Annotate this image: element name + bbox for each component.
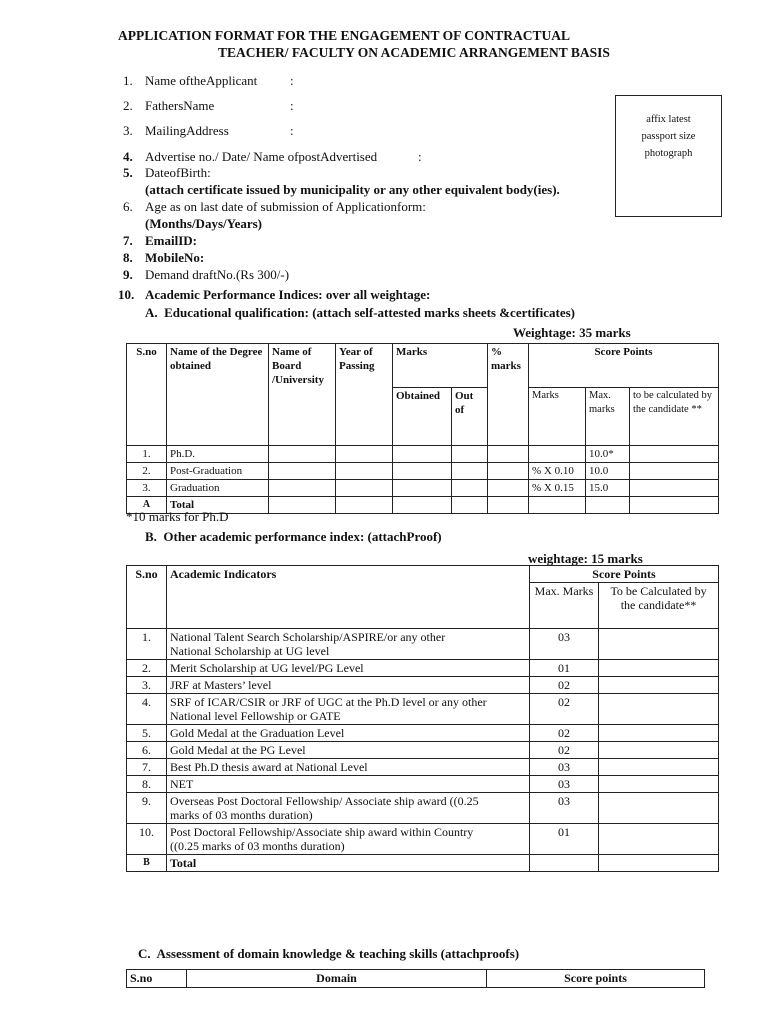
row-sno: 1. <box>127 446 167 463</box>
section-b-heading-text: Other academic performance index: (attachProof) <box>163 529 442 544</box>
table-row <box>127 446 719 463</box>
section-c-prefix: C. <box>138 946 151 961</box>
row-indicator: Best Ph.D thesis award at National Level <box>167 759 530 776</box>
row-indicator: NET <box>167 776 530 793</box>
col-header-score: Score Points <box>530 566 719 583</box>
col-header-board: Name of Board /University <box>269 344 336 446</box>
table-row <box>127 629 719 660</box>
section-a-weightage: Weightage: 35 marks <box>513 325 631 340</box>
field-demand-draft-label: Demand draftNo.(Rs 300/-) <box>145 267 290 282</box>
section-b-weightage: weightage: 15 marks <box>528 551 643 566</box>
field-4-number: 4. <box>123 149 133 164</box>
field-applicant-name-label: Name oftheApplicant <box>145 73 258 88</box>
col-header-year: Year of Passing <box>336 344 393 446</box>
col-header-calc: To be Calculated by the candidate** <box>599 583 719 629</box>
table-row <box>127 759 719 776</box>
field-advertise-label: Advertise no./ Date/ Name ofpostAdvertised <box>145 149 378 164</box>
row-sp-marks: % X 0.10 <box>529 463 586 480</box>
photo-box-text-3: photograph <box>644 148 693 159</box>
field-email-label: EmailID: <box>145 233 197 248</box>
row-indicator: JRF at Masters’ level <box>167 677 530 694</box>
col-header-percent: % marks <box>488 344 529 446</box>
domain-assessment-table <box>126 969 705 988</box>
table-row <box>127 480 719 497</box>
table-row <box>127 694 719 725</box>
row-indicator: Merit Scholarship at UG level/PG Level <box>167 660 530 677</box>
row-indicator: Gold Medal at the Graduation Level <box>167 725 530 742</box>
table-row <box>127 742 719 759</box>
table-row <box>127 725 719 742</box>
field-6-number: 6. <box>123 199 133 214</box>
section-b-prefix: B. <box>145 529 157 544</box>
field-dob-label: DateofBirth: <box>145 165 211 180</box>
table-row <box>127 660 719 677</box>
row-sno: 4. <box>127 694 167 725</box>
row-max: 10.0 <box>586 463 630 480</box>
section-a-heading-rest: : (attach self-attested marks sheets &certificates) <box>304 305 576 320</box>
row-max: 15.0 <box>586 480 630 497</box>
field-applicant-name-colon: : <box>290 73 294 88</box>
field-2-number: 2. <box>123 98 133 113</box>
field-7-number: 7. <box>123 233 133 248</box>
field-5-number: 5. <box>123 165 133 180</box>
row-indicator: National Talent Search Scholarship/ASPIRE/or any other National Scholarship at UG level <box>167 629 530 660</box>
row-sno: 7. <box>127 759 167 776</box>
field-advertise-colon: : <box>418 149 422 164</box>
field-mobile-label: MobileNo: <box>145 250 205 265</box>
col-header-outof: Out of <box>452 388 488 446</box>
col-header-domain: Domain <box>187 970 487 988</box>
row-max: 03 <box>530 759 599 776</box>
table-row <box>127 776 719 793</box>
row-degree: Graduation <box>167 480 269 497</box>
row-sno: 1. <box>127 629 167 660</box>
col-header-max: Max. Marks <box>530 583 599 629</box>
row-max: 01 <box>530 824 599 855</box>
col-header-indicators: Academic Indicators <box>167 566 530 629</box>
row-sno: 5. <box>127 725 167 742</box>
educational-qualification-table <box>126 343 719 514</box>
total-label: Total <box>167 855 530 872</box>
col-header-marks: Marks <box>393 344 488 388</box>
row-max: 03 <box>530 793 599 824</box>
section-a-footnote: *10 marks for Ph.D <box>126 509 229 524</box>
field-3-number: 3. <box>123 123 133 138</box>
field-mailing-address-label: MailingAddress <box>145 123 229 138</box>
field-8-number: 8. <box>123 250 133 265</box>
field-age-label: Age as on last date of submission of Applicationform: <box>145 199 426 214</box>
field-age-note: (Months/Days/Years) <box>145 216 262 231</box>
row-max: 02 <box>530 725 599 742</box>
row-sp-marks <box>529 446 586 463</box>
field-1-number: 1. <box>123 73 133 88</box>
row-indicator: Post Doctoral Fellowship/Associate ship award within Country ((0.25 marks of 03 months duration) <box>167 824 530 855</box>
col-header-sp-max: Max. marks <box>586 388 630 446</box>
row-sno: 3. <box>127 480 167 497</box>
field-fathers-name-label: FathersName <box>145 98 215 113</box>
field-9-number: 9. <box>123 267 133 282</box>
table-row <box>127 824 719 855</box>
section-b-heading <box>145 529 442 545</box>
total-label: Total <box>167 497 269 514</box>
row-degree: Ph.D. <box>167 446 269 463</box>
section-a-heading-bold: Educational qualification <box>164 305 305 320</box>
passport-photo-box <box>615 95 722 217</box>
col-header-sno: S.no <box>127 566 167 629</box>
table-row <box>127 793 719 824</box>
row-max: 01 <box>530 660 599 677</box>
table-row-total <box>127 855 719 872</box>
col-header-sno: S.no <box>127 344 167 446</box>
row-sp-marks: % X 0.15 <box>529 480 586 497</box>
row-sno: 9. <box>127 793 167 824</box>
row-indicator: SRF of ICAR/CSIR or JRF of UGC at the Ph.D level or any other National level Fellowship or GATE <box>167 694 530 725</box>
form-title-line1: APPLICATION FORMAT FOR THE ENGAGEMENT OF CONTRACTUAL <box>118 28 571 43</box>
total-sno: A <box>127 497 167 514</box>
total-sno: B <box>127 855 167 872</box>
row-max: 02 <box>530 742 599 759</box>
row-sno: 8. <box>127 776 167 793</box>
row-max: 03 <box>530 776 599 793</box>
photo-box-text-2: passport size <box>641 131 696 142</box>
col-header-sp-calc: to be calculated by the candidate ** <box>630 388 719 446</box>
field-dob-note: (attach certificate issued by municipality or any other equivalent body(ies). <box>145 182 560 197</box>
form-title-line2: TEACHER/ FACULTY ON ACADEMIC ARRANGEMENT BASIS <box>218 45 610 60</box>
row-sno: 2. <box>127 660 167 677</box>
academic-indicators-table <box>126 565 719 872</box>
section-a-prefix: A. <box>145 305 158 320</box>
col-header-degree: Name of the Degree obtained <box>167 344 269 446</box>
section-c-heading <box>138 946 519 962</box>
row-max: 03 <box>530 629 599 660</box>
row-sno: 10. <box>127 824 167 855</box>
field-fathers-name-colon: : <box>290 98 294 113</box>
row-max: 02 <box>530 677 599 694</box>
field-mailing-address-colon: : <box>290 123 294 138</box>
row-sno: 2. <box>127 463 167 480</box>
col-header-sp-marks: Marks <box>529 388 586 446</box>
row-max: 10.0* <box>586 446 630 463</box>
table-row <box>127 677 719 694</box>
col-header-sno: S.no <box>127 970 187 988</box>
row-indicator: Overseas Post Doctoral Fellowship/ Associate ship award ((0.25 marks of 03 months duration) <box>167 793 530 824</box>
section-c-heading-text: Assessment of domain knowledge & teaching skills (attachproofs) <box>156 946 520 961</box>
table-row <box>127 463 719 480</box>
row-sno: 6. <box>127 742 167 759</box>
row-sno: 3. <box>127 677 167 694</box>
row-indicator: Gold Medal at the PG Level <box>167 742 530 759</box>
row-max: 02 <box>530 694 599 725</box>
field-api-label: Academic Performance Indices: over all weightage: <box>145 287 431 302</box>
section-a-heading <box>145 305 575 321</box>
field-10-number: 10. <box>118 287 135 302</box>
col-header-score: Score Points <box>529 344 719 388</box>
col-header-score: Score points <box>487 970 705 988</box>
col-header-obtained: Obtained <box>393 388 452 446</box>
photo-box-text-1: affix latest <box>646 114 691 125</box>
row-degree: Post-Graduation <box>167 463 269 480</box>
